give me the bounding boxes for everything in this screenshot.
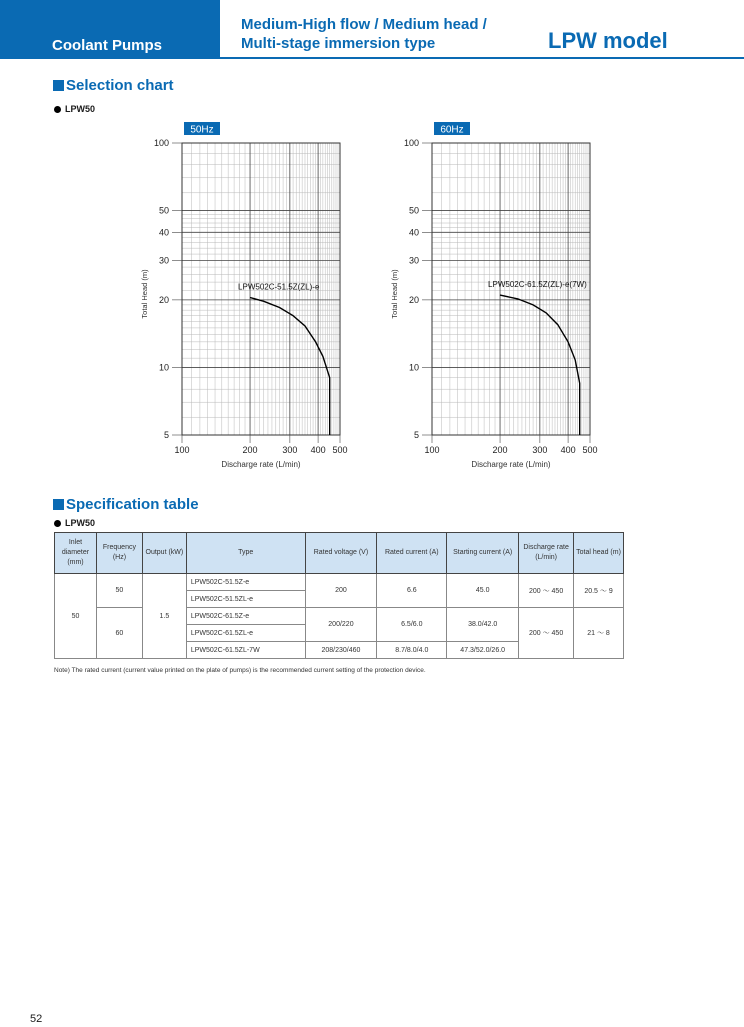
th-discharge: Discharge rate (L/min) xyxy=(519,533,574,574)
x-tick-label: 200 xyxy=(242,445,258,455)
y-axis-label: Total Head (m) xyxy=(390,269,399,319)
y-tick-label: 10 xyxy=(158,362,169,373)
cell-type: LPW502C-61.5ZL-7W xyxy=(186,642,305,659)
y-tick-label: 5 xyxy=(163,430,169,440)
x-axis-label: Discharge rate (L/min) xyxy=(221,460,301,469)
cell-starting: 38.0/42.0 xyxy=(447,608,519,642)
y-tick-label: 50 xyxy=(408,205,419,216)
x-tick-label: 300 xyxy=(282,445,298,455)
header-rule xyxy=(220,57,744,59)
cell-inlet: 50 xyxy=(55,574,97,659)
curve-label: LPW502C-61.5Z(ZL)-e(7W) xyxy=(488,280,587,290)
th-starting: Starting current (A) xyxy=(447,533,519,574)
y-tick-label: 30 xyxy=(158,255,169,266)
header-category: Coolant Pumps xyxy=(52,37,163,54)
spec-table-title: Specification table xyxy=(66,496,199,513)
y-tick-label: 20 xyxy=(408,294,419,305)
x-tick-label: 100 xyxy=(174,445,190,455)
header-model: LPW model xyxy=(548,28,668,53)
x-tick-label: 500 xyxy=(332,445,348,455)
y-tick-label: 100 xyxy=(403,138,419,148)
spec-bullet xyxy=(54,518,95,528)
cell-freq-50: 50 xyxy=(96,574,142,608)
cell-current: 8.7/8.0/4.0 xyxy=(377,642,447,659)
chart-50hz xyxy=(130,118,370,476)
cell-output: 1.5 xyxy=(142,574,186,659)
th-frequency: Frequency (Hz) xyxy=(96,533,142,574)
cell-head: 20.5 ～ 9 xyxy=(574,574,624,608)
th-inlet: Inlet diameter (mm) xyxy=(55,533,97,574)
th-current: Rated current (A) xyxy=(377,533,447,574)
cell-current: 6.6 xyxy=(377,574,447,608)
square-bullet-icon xyxy=(53,80,64,91)
frequency-badge-label: 60Hz xyxy=(440,124,464,136)
x-axis-label: Discharge rate (L/min) xyxy=(471,460,551,469)
cell-voltage: 200 xyxy=(305,574,377,608)
chart-60hz xyxy=(380,118,620,476)
cell-freq-60: 60 xyxy=(96,608,142,659)
square-bullet-icon xyxy=(53,499,64,510)
spec-table-heading xyxy=(53,496,199,513)
cell-head: 21 ～ 8 xyxy=(574,608,624,659)
table-row xyxy=(55,574,624,591)
x-tick-label: 300 xyxy=(532,445,548,455)
cell-current: 6.5/6.0 xyxy=(377,608,447,642)
y-tick-label: 100 xyxy=(153,138,169,148)
header-subtitle-line2: Multi-stage immersion type xyxy=(241,35,436,52)
cell-type: LPW502C-51.5Z-e xyxy=(186,574,305,591)
selection-bullet xyxy=(54,104,95,114)
x-tick-label: 100 xyxy=(424,445,440,455)
cell-type: LPW502C-51.5ZL-e xyxy=(186,591,305,608)
x-tick-label: 500 xyxy=(582,445,598,455)
y-tick-label: 20 xyxy=(158,294,169,305)
spec-note: Note) The rated current (current value printed on the plate of pumps) is the recommended current setting of the protection device. xyxy=(54,667,426,674)
cell-type: LPW502C-61.5Z-e xyxy=(186,608,305,625)
x-tick-label: 200 xyxy=(492,445,508,455)
page-number: 52 xyxy=(30,1013,43,1025)
header-category-bar xyxy=(0,0,220,59)
header-subtitle-line1: Medium-High flow / Medium head / xyxy=(241,16,487,33)
cell-voltage: 200/220 xyxy=(305,608,377,642)
y-tick-label: 40 xyxy=(158,227,169,238)
cell-discharge: 200 ～ 450 xyxy=(519,574,574,608)
th-type: Type xyxy=(186,533,305,574)
y-tick-label: 30 xyxy=(408,255,419,266)
cell-starting: 47.3/52.0/26.0 xyxy=(447,642,519,659)
spec-bullet-label: LPW50 xyxy=(65,518,96,528)
selection-chart-title: Selection chart xyxy=(66,77,174,94)
selection-chart-heading xyxy=(53,77,174,94)
selection-bullet-label: LPW50 xyxy=(65,104,96,114)
table-row xyxy=(55,608,624,625)
cell-starting: 45.0 xyxy=(447,574,519,608)
cell-type: LPW502C-61.5ZL-e xyxy=(186,625,305,642)
y-tick-label: 40 xyxy=(408,227,419,238)
cell-voltage: 208/230/460 xyxy=(305,642,377,659)
x-tick-label: 400 xyxy=(310,445,326,455)
y-tick-label: 50 xyxy=(158,205,169,216)
spec-table xyxy=(54,532,624,659)
cell-discharge: 200 ～ 450 xyxy=(519,608,574,659)
th-output: Output (kW) xyxy=(142,533,186,574)
y-tick-label: 10 xyxy=(408,362,419,373)
y-axis-label: Total Head (m) xyxy=(140,269,149,319)
circle-bullet-icon xyxy=(54,520,61,527)
th-voltage: Rated voltage (V) xyxy=(305,533,377,574)
x-tick-label: 400 xyxy=(560,445,576,455)
y-tick-label: 5 xyxy=(413,430,419,440)
circle-bullet-icon xyxy=(54,106,61,113)
table-header-row xyxy=(55,533,624,574)
th-head: Total head (m) xyxy=(574,533,624,574)
frequency-badge-label: 50Hz xyxy=(190,124,214,136)
header-subtitle xyxy=(241,15,487,53)
curve-label: LPW502C-51.5Z(ZL)-e xyxy=(238,282,320,292)
